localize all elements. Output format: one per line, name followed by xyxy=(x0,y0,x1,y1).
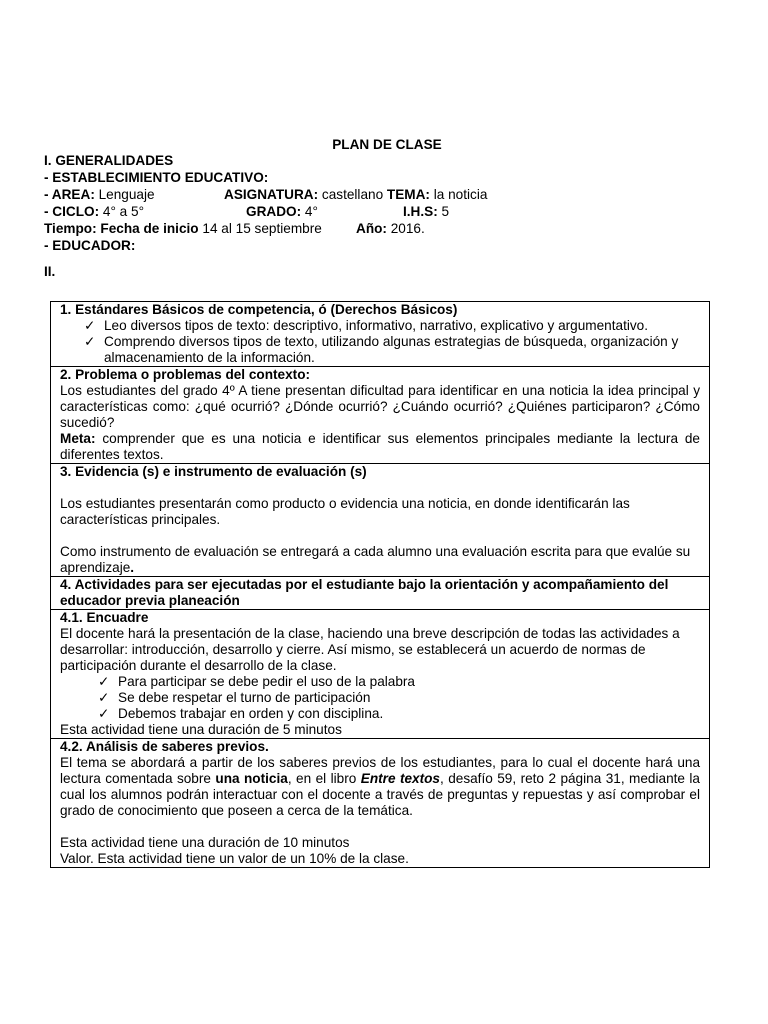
problema-title: 2. Problema o problemas del contexto: xyxy=(60,367,311,382)
grado-value: 4° xyxy=(304,204,318,219)
ihs-group xyxy=(403,204,449,220)
encuadre-text: El docente hará la presentación de la clase, haciendo una breve descripción de todas las actividades a desarrollar: introducción, desarrollo y cierre. Así mismo, se establecerá un acuerdo de normas de participación durante el desarrollo de la clase. xyxy=(60,626,680,673)
check-icon: ✓ xyxy=(98,690,110,705)
problema-text: Los estudiantes del grado 4º A tiene presentan dificultad para identificar en una noticia la idea principal y características como: ¿qué ocurrió? ¿Dónde ocurrió? ¿Cuándo ocurrió? ¿Quiénes participaron? ¿Cómo sucedió? xyxy=(60,383,700,430)
evidencia-period: . xyxy=(130,560,135,575)
evidencia-title: 3. Evidencia (s) e instrumento de evaluación (s) xyxy=(60,464,367,479)
cell-saberes xyxy=(51,739,710,868)
saberes-paragraph xyxy=(60,755,700,819)
tiempo-label: Tiempo: Fecha de inicio xyxy=(44,221,199,236)
ihs-label: I.H.S: xyxy=(403,204,438,219)
normas-list xyxy=(60,674,700,722)
list-item xyxy=(98,706,700,722)
row-problema xyxy=(51,367,710,464)
check-icon: ✓ xyxy=(84,334,96,349)
anio-value: 2016. xyxy=(390,221,425,236)
row-encuadre xyxy=(51,610,710,739)
row-estandares xyxy=(51,302,710,367)
section-ii-heading: II. xyxy=(44,264,56,279)
saberes-text-3: , desafío 59, reto 2 página 31, mediante la cual los alumnos podrán interactuar con el docente a través de preguntas y repuestas y así comprobar el grado de conocimiento que poseen a cerca de la temática. xyxy=(60,771,700,818)
estandares-title: 1. Estándares Básicos de competencia, ó (Derechos Básicos) xyxy=(60,302,458,317)
asignatura-value: castellano xyxy=(321,187,384,202)
cell-problema xyxy=(51,367,710,464)
encuadre-duration: Esta actividad tiene una duración de 5 minutos xyxy=(60,722,342,737)
row-evidencia xyxy=(51,464,710,577)
cell-actividades xyxy=(51,577,710,610)
check-icon: ✓ xyxy=(98,674,110,689)
meta-label: Meta: xyxy=(60,431,96,446)
list-item xyxy=(84,334,700,366)
grado-group xyxy=(246,204,318,220)
area-value: Lenguaje xyxy=(98,187,155,202)
anio-label: Año: xyxy=(356,221,387,236)
saberes-title: 4.2. Análisis de saberes previos. xyxy=(60,739,269,754)
evidencia-text-2: Como instrumento de evaluación se entregará a cada alumno una evaluación escrita para que evalúe su aprendizaje xyxy=(60,544,691,575)
encuadre-title: 4.1. Encuadre xyxy=(60,610,149,625)
norma-text: Para participar se debe pedir el uso de la palabra xyxy=(118,674,415,689)
generalidades-block xyxy=(44,153,724,255)
list-item xyxy=(98,674,700,690)
tema-label: TEMA: xyxy=(386,187,430,202)
evidencia-text-1: Los estudiantes presentarán como producto o evidencia una noticia, en donde identificarán las características principales. xyxy=(60,496,630,527)
grado-label: GRADO: xyxy=(246,204,302,219)
ciclo-label: - CICLO: xyxy=(44,204,100,219)
ihs-value: 5 xyxy=(441,204,450,219)
list-item xyxy=(84,318,700,334)
list-item xyxy=(98,690,700,706)
actividades-title: 4. Actividades para ser ejecutadas por el estudiante bajo la orientación y acompañamiento del educador previa planeación xyxy=(60,577,669,608)
cell-encuadre xyxy=(51,610,710,739)
cell-estandares xyxy=(51,302,710,367)
tiempo-line xyxy=(44,221,724,238)
ciclo-value: 4° a 5° xyxy=(102,204,145,219)
estandar-text: Leo diversos tipos de texto: descriptivo, informativo, narrativo, explicativo y argumentativo. xyxy=(104,318,649,333)
row-saberes xyxy=(51,739,710,868)
norma-text: Se debe respetar el turno de participación xyxy=(118,690,371,705)
evidencia-paragraph-2 xyxy=(60,544,700,576)
row-actividades xyxy=(51,577,710,610)
saberes-book-title: Entre textos xyxy=(360,771,440,786)
estandares-list xyxy=(60,318,700,366)
tema-value: la noticia xyxy=(433,187,488,202)
area-line xyxy=(44,187,724,204)
educador-label: - EDUCADOR: xyxy=(44,238,136,253)
establecimiento-label: - ESTABLECIMIENTO EDUCATIVO: xyxy=(44,170,269,185)
plan-table xyxy=(50,301,710,868)
saberes-duration: Esta actividad tiene una duración de 10 minutos xyxy=(60,835,350,850)
saberes-bold: una noticia xyxy=(215,771,288,786)
norma-text: Debemos trabajar en orden y con disciplina. xyxy=(118,706,384,721)
tiempo-value: 14 al 15 septiembre xyxy=(202,221,322,236)
saberes-valor: Valor. Esta actividad tiene un valor de un 10% de la clase. xyxy=(60,851,409,866)
cell-evidencia xyxy=(51,464,710,577)
page-title: PLAN DE CLASE xyxy=(332,137,442,152)
meta-paragraph xyxy=(60,431,700,463)
meta-text: comprender que es una noticia e identificar sus elementos principales mediante la lectura de diferentes textos. xyxy=(60,431,700,462)
check-icon: ✓ xyxy=(84,318,96,333)
saberes-text-1: El tema se abordará a partir de los saberes previos de los estudiantes, para lo cual el docente hará una lectura comentada sobre xyxy=(60,755,700,786)
ciclo-line xyxy=(44,204,724,221)
asignatura-group xyxy=(224,187,487,203)
generalidades-heading: I. GENERALIDADES xyxy=(44,153,174,168)
saberes-text-2: , en el libro xyxy=(287,771,361,786)
asignatura-label: ASIGNATURA: xyxy=(224,187,319,202)
estandar-text: Comprendo diversos tipos de texto, utilizando algunas estrategias de búsqueda, organización y almacenamiento de la información. xyxy=(104,334,679,365)
area-label: - AREA: xyxy=(44,187,95,202)
check-icon: ✓ xyxy=(98,706,110,721)
anio-group xyxy=(356,221,425,237)
